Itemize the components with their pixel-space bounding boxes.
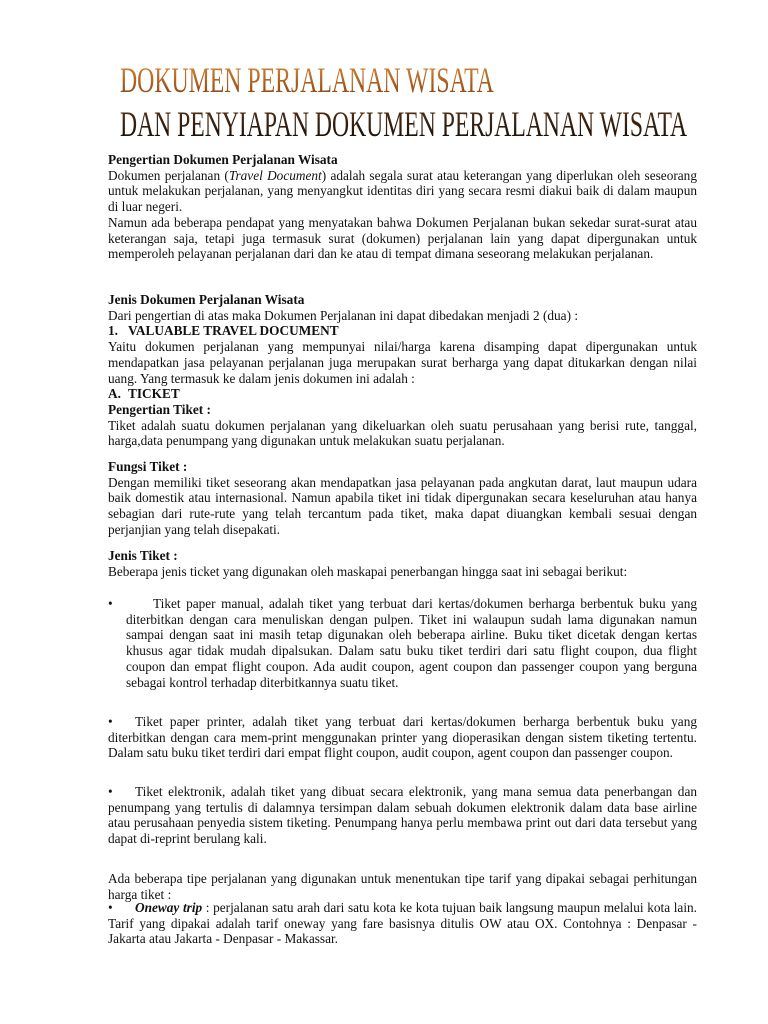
paragraph-tipe-perjalanan: Ada beberapa tipe perjalanan yang digunakan untuk menentukan tipe tarif yang dipakai sebagai perhitungan harga tiket :: [108, 871, 697, 902]
document-title-line-1: DOKUMEN PERJALANAN WISATA: [120, 60, 494, 100]
section-heading: Jenis Dokumen Perjalanan Wisata: [108, 292, 305, 307]
paragraph: Namun ada beberapa pendapat yang menyatakan bahwa Dokumen Perjalanan bukan sekedar surat-surat atau keterangan saja, tetapi juga termasuk surat (dokumen) perjalanan lain yang dapat dipergunakan untuk memperoleh pelayanan perjalanan dari dan ke atau di tempat dimana seseorang melakukan perjalanan.: [108, 214, 697, 262]
italic-term: Travel Document: [228, 167, 322, 183]
bullet-icon: •: [108, 596, 113, 611]
list-item: • Oneway trip : perjalanan satu arah dari satu kota ke kota tujuan baik langsung maupun melalui kota lain. Tarif yang dipakai adalah tarif oneway yang fare basisnya ditulis OW atau OX. Contohnya : Denpasar - Jakarta atau Jakarta - Denpasar - Makassar.: [108, 900, 698, 947]
list-item: • Tiket paper manual, adalah tiket yang terbuat dari kertas/dokumen berharga berbentuk buku yang diterbitkan dengan cara menuliskan dengan pulpen. Tiket ini walaupun sudah lama digunakan namun sampai dengan saat ini masih tetap digunakan oleh beberapa airline. Buku tiket dicetak dengan kertas khusus agar tidak mudah dipalsukan. Dalam satu buku tiket terdiri dari satu flight coupon, dua flight coupon dan empat flight coupon. Ada audit coupon, agent coupon dan passenger coupon yang berguna sebagai kontrol terhadap diterbitkannya suatu tiket.: [108, 596, 697, 690]
section-heading: Pengertian Dokumen Perjalanan Wisata: [108, 152, 338, 167]
sub-heading: Jenis Tiket :: [108, 548, 178, 563]
section-pengertian-dokumen: [108, 152, 697, 262]
oneway-label: Oneway trip: [135, 900, 203, 915]
list-item: • Tiket elektronik, adalah tiket yang dibuat secara elektronik, yang mana semua data penerbangan dan penumpang yang tertulis di dalamnya tersimpan dalam sebuah dokumen elektronik dalam data base airline atau perusahaan penyedia sistem tiketing. Penumpang hanya perlu membawa print out dari data tersebut yang dapat di-reprint berulang kali.: [108, 784, 697, 847]
paragraph: Dokumen perjalanan (Travel Document) adalah segala surat atau keterangan yang diperlukan oleh seseorang untuk melakukan perjalanan, yang menyangkut identitas diri yang secara resmi diakui baik di dalam maupun di luar negeri.: [108, 167, 697, 215]
sub-heading: Fungsi Tiket :: [108, 459, 188, 474]
section-jenis-dokumen: [108, 292, 697, 449]
numbered-heading: 1. VALUABLE TRAVEL DOCUMENT: [108, 323, 339, 339]
sub-heading: Pengertian Tiket :: [108, 401, 211, 417]
paragraph: Tiket adalah suatu dokumen perjalanan yang dikeluarkan oleh suatu perusahaan yang berisi rute, tanggal, harga,data penumpang yang digunakan untuk melakukan suatu perjalanan.: [108, 417, 697, 449]
paragraph: Yaitu dokumen perjalanan yang mempunyai nilai/harga karena disamping dapat dipergunakan untuk mendapatkan jasa pelayanan perjalanan juga merupakan surat berharga yang dapat ditukarkan dengan nilai uang. Yang termasuk ke dalam jenis dokumen ini adalah :: [108, 339, 697, 386]
document-title-line-2: DAN PENYIAPAN DOKUMEN PERJALANAN WISATA: [120, 104, 688, 144]
list-item: • Tiket paper printer, adalah tiket yang terbuat dari kertas/dokumen berharga berbentuk buku yang diterbitkan dengan cara mem-print menggunakan printer yang dioperasikan dengan sistem tiketing tertentu. Dalam satu buku tiket terdiri dari empat flight coupon, audit coupon, agent coupon dan passenger coupon.: [108, 714, 697, 761]
paragraph: Dari pengertian di atas maka Dokumen Perjalanan ini dapat dibedakan menjadi 2 (dua) :: [108, 307, 579, 323]
paragraph: Dengan memiliki tiket seseorang akan mendapatkan jasa pelayanan pada angkutan darat, laut maupun udara baik domestik atau internasional. Namun apabila tiket ini tidak dipergunakan secara keseluruhan atau hanya sebagian dari rute-rute yang telah tercantum pada tiket, maka dapat diuangkan kembali sesuai dengan perjanjian yang telah disepakati.: [108, 474, 697, 537]
bullet-icon: •: [108, 714, 113, 729]
paragraph: Beberapa jenis ticket yang digunakan oleh maskapai penerbangan hingga saat ini sebagai berikut:: [108, 563, 628, 579]
bullet-icon: •: [108, 784, 113, 799]
sub-heading: A. TICKET: [108, 386, 180, 402]
bullet-icon: •: [108, 900, 113, 915]
section-fungsi-tiket: [108, 459, 697, 538]
section-jenis-tiket: [108, 548, 697, 579]
